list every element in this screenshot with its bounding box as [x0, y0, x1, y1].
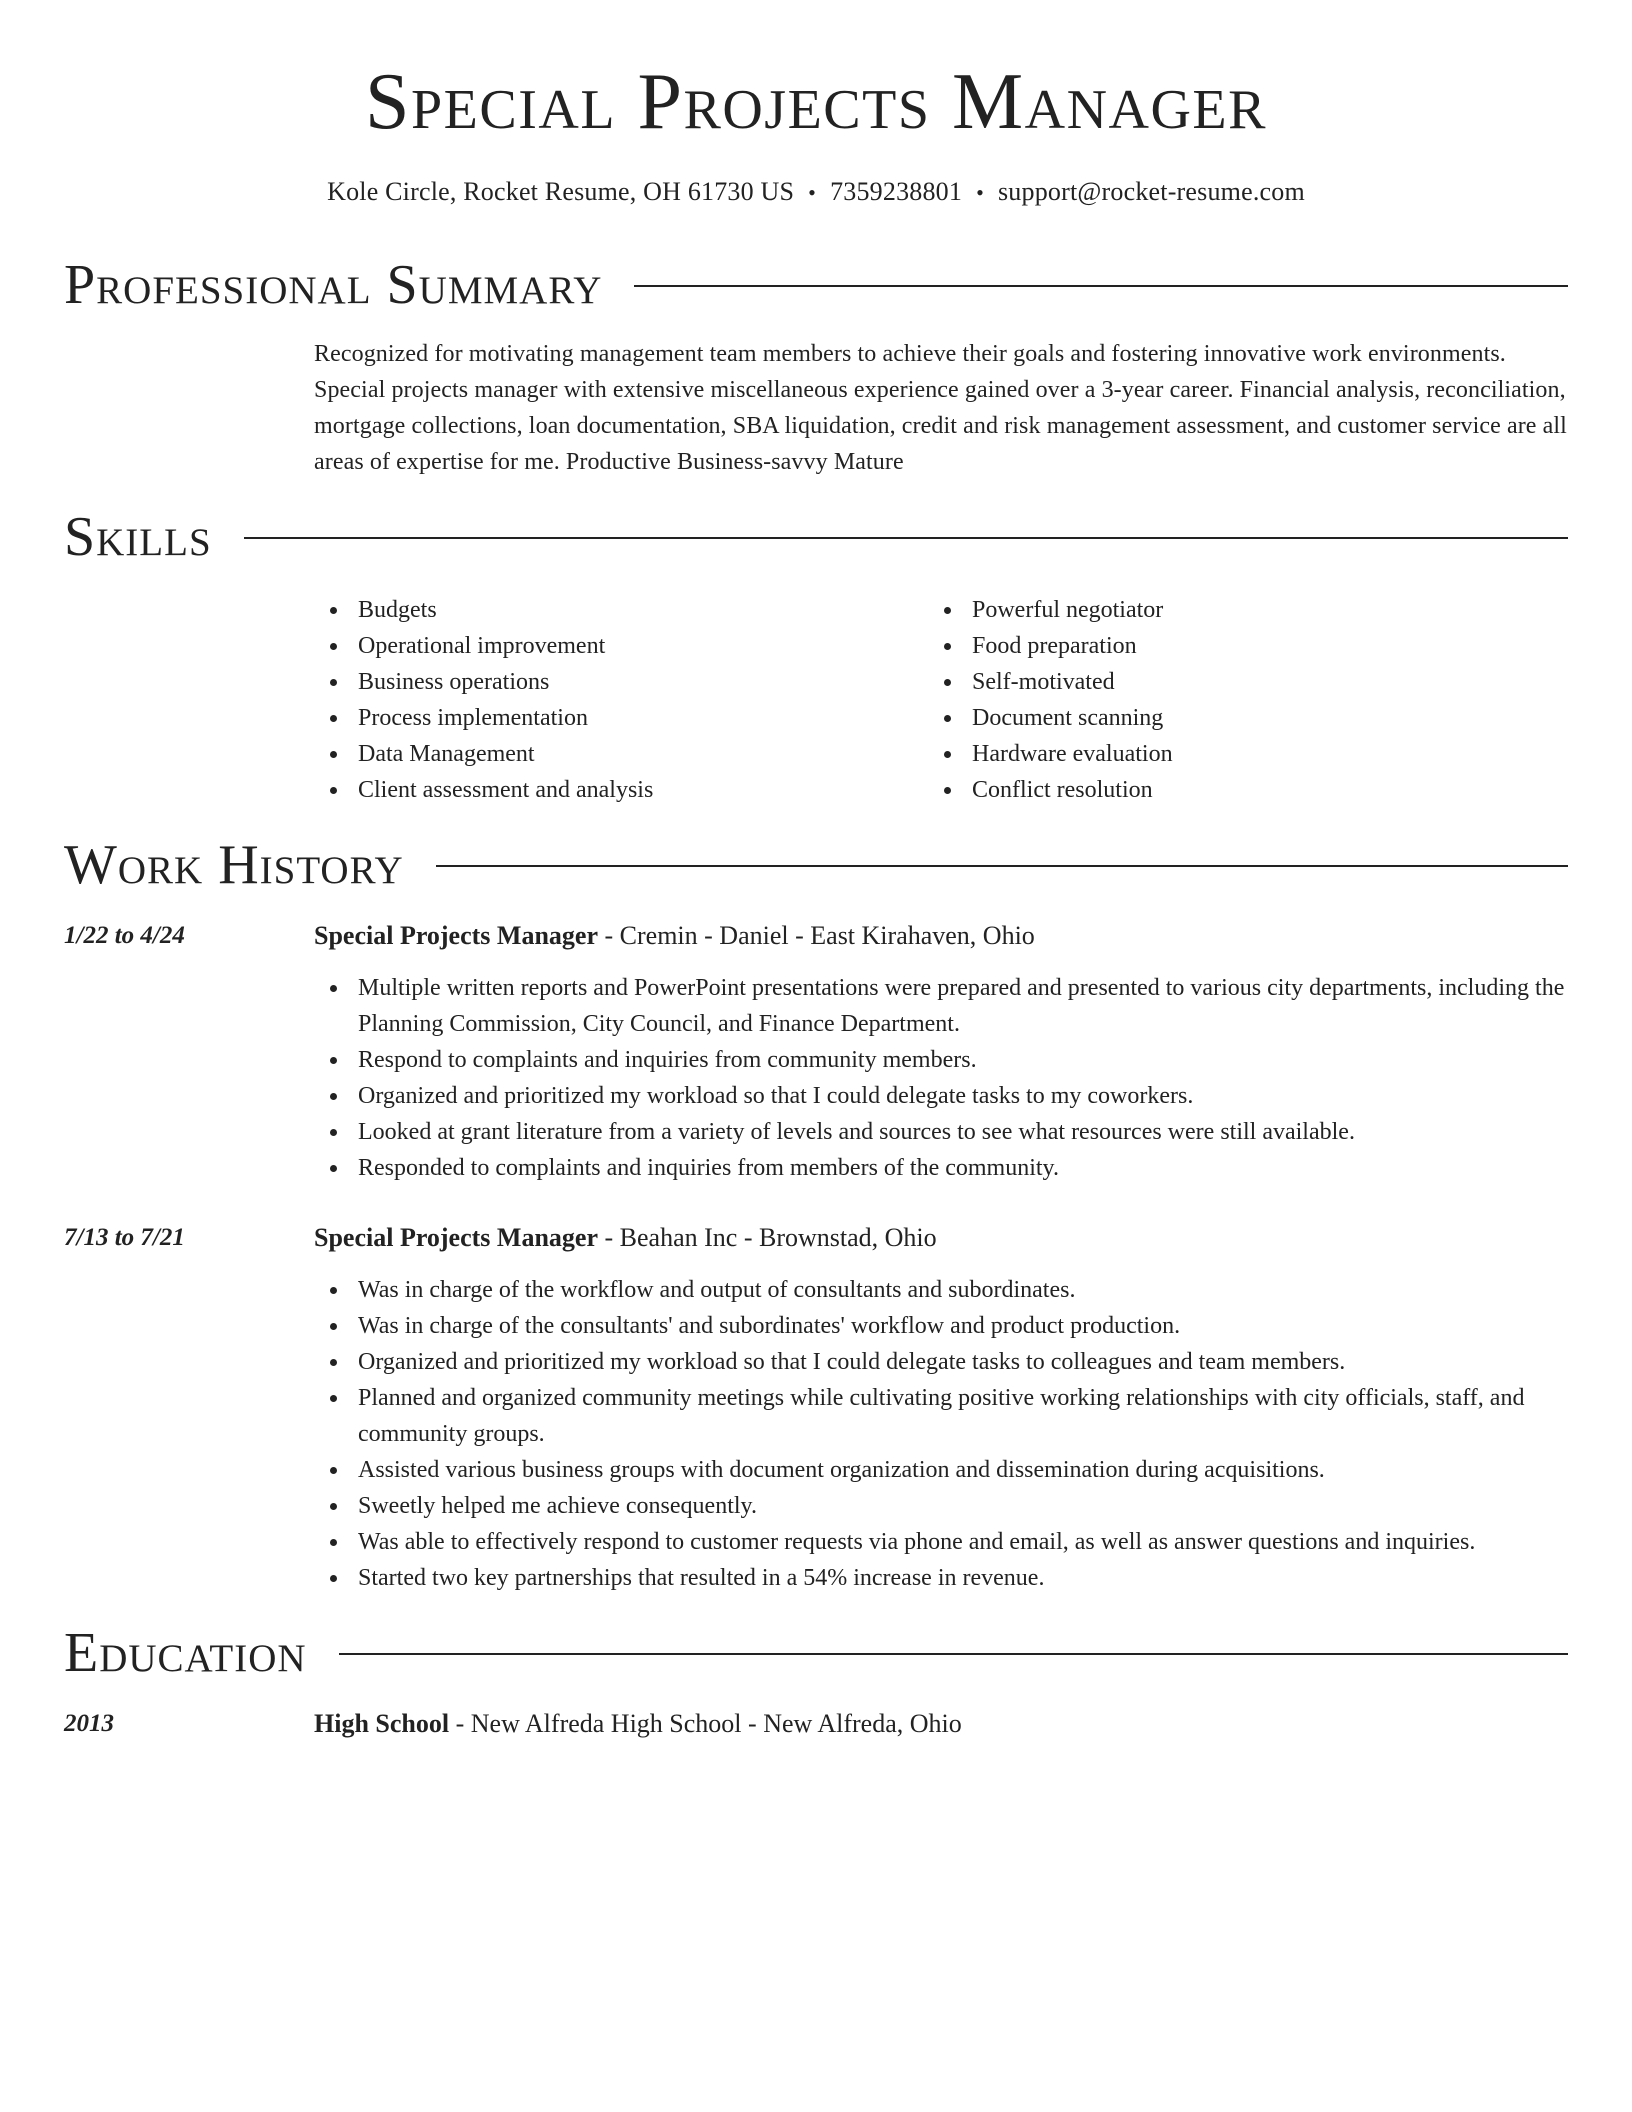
job-bullet: Was in charge of the consultants' and subordinates' workflow and product production. [314, 1308, 1574, 1344]
contact-separator: • [976, 180, 984, 205]
section-heading-work-history [64, 830, 1568, 900]
skills-list-right [928, 592, 1528, 808]
section-heading-education [64, 1618, 1568, 1688]
skill-item: Hardware evaluation [928, 736, 1528, 772]
contact-email: support@rocket-resume.com [997, 177, 1305, 206]
education-school-location: - New Alfreda High School - New Alfreda, Ohio [449, 1709, 962, 1738]
skill-item: Food preparation [928, 628, 1528, 664]
contact-phone: 7359238801 [830, 177, 963, 206]
job-dates: 7/13 to 7/21 [64, 1224, 185, 1251]
education-degree: High School [314, 1709, 450, 1738]
section-heading-summary [64, 250, 1568, 320]
section-heading-skills [64, 502, 1568, 572]
skill-item: Process implementation [314, 700, 914, 736]
summary-text: Recognized for motivating management team members to achieve their goals and fostering innovative work environments. Special projects manager with extensive miscellaneous experience gained over a 3-year career. Financial analysis, reconciliation, mortgage collections, loan documentation, SBA liquidation, credit and risk management assessment, and customer service are all areas of expertise for me. Productive Business-savvy Mature [314, 341, 1567, 475]
job-bullet: Sweetly helped me achieve consequently. [314, 1488, 1574, 1524]
job-title: Special Projects Manager [314, 921, 598, 950]
skill-item: Powerful negotiator [928, 592, 1528, 628]
skill-item: Conflict resolution [928, 772, 1528, 808]
contact-line [0, 172, 1632, 213]
resume-name-title: Special Projects Manager [365, 58, 1267, 146]
section-title-work-history: Work History [64, 834, 404, 896]
skill-item: Client assessment and analysis [314, 772, 914, 808]
contact-separator: • [808, 180, 817, 205]
section-divider [244, 537, 1568, 539]
section-divider [339, 1653, 1568, 1655]
skill-item: Document scanning [928, 700, 1528, 736]
job-bullet: Multiple written reports and PowerPoint presentations were prepared and presented to various city departments, including the Planning Commission, City Council, and Finance Department. [314, 970, 1574, 1042]
job-heading [314, 1218, 937, 1258]
section-title-summary: Professional Summary [64, 254, 603, 316]
section-title-skills: Skills [64, 506, 212, 568]
job-employer-location: - Beahan Inc - Brownstad, Ohio [598, 1223, 937, 1252]
skills-list-left [314, 592, 914, 808]
job-bullet: Was in charge of the workflow and output of consultants and subordinates. [314, 1272, 1574, 1308]
job-bullet: Responded to complaints and inquiries from members of the community. [314, 1150, 1574, 1186]
job-bullet: Looked at grant literature from a variety of levels and sources to see what resources were still available. [314, 1114, 1574, 1150]
section-divider [436, 865, 1568, 867]
skill-item: Budgets [314, 592, 914, 628]
skill-item: Business operations [314, 664, 914, 700]
skill-item: Self-motivated [928, 664, 1528, 700]
section-title-education: Education [64, 1622, 307, 1684]
job-bullet: Was able to effectively respond to customer requests via phone and email, as well as answer questions and inquiries. [314, 1524, 1574, 1560]
job-bullet: Planned and organized community meetings while cultivating positive working relationships with city officials, staff, and community groups. [314, 1380, 1574, 1452]
job-bullet: Started two key partnerships that resulted in a 54% increase in revenue. [314, 1560, 1574, 1596]
job-employer-location: - Cremin - Daniel - East Kirahaven, Ohio [598, 921, 1035, 950]
skill-item: Data Management [314, 736, 914, 772]
skill-item: Operational improvement [314, 628, 914, 664]
job-bullet: Assisted various business groups with document organization and dissemination during acquisitions. [314, 1452, 1574, 1488]
job-bullet: Respond to complaints and inquiries from community members. [314, 1042, 1574, 1078]
job-bullets [314, 970, 1574, 1186]
job-title: Special Projects Manager [314, 1223, 598, 1252]
job-bullet: Organized and prioritized my workload so that I could delegate tasks to my coworkers. [314, 1078, 1574, 1114]
contact-address: Kole Circle, Rocket Resume, OH 61730 US [327, 177, 795, 206]
job-bullet: Organized and prioritized my workload so that I could delegate tasks to colleagues and team members. [314, 1344, 1574, 1380]
job-bullets [314, 1272, 1574, 1596]
education-year: 2013 [64, 1710, 114, 1737]
section-divider [634, 285, 1568, 287]
job-heading [314, 916, 1035, 956]
job-dates: 1/22 to 4/24 [64, 922, 185, 949]
education-heading [314, 1704, 962, 1744]
